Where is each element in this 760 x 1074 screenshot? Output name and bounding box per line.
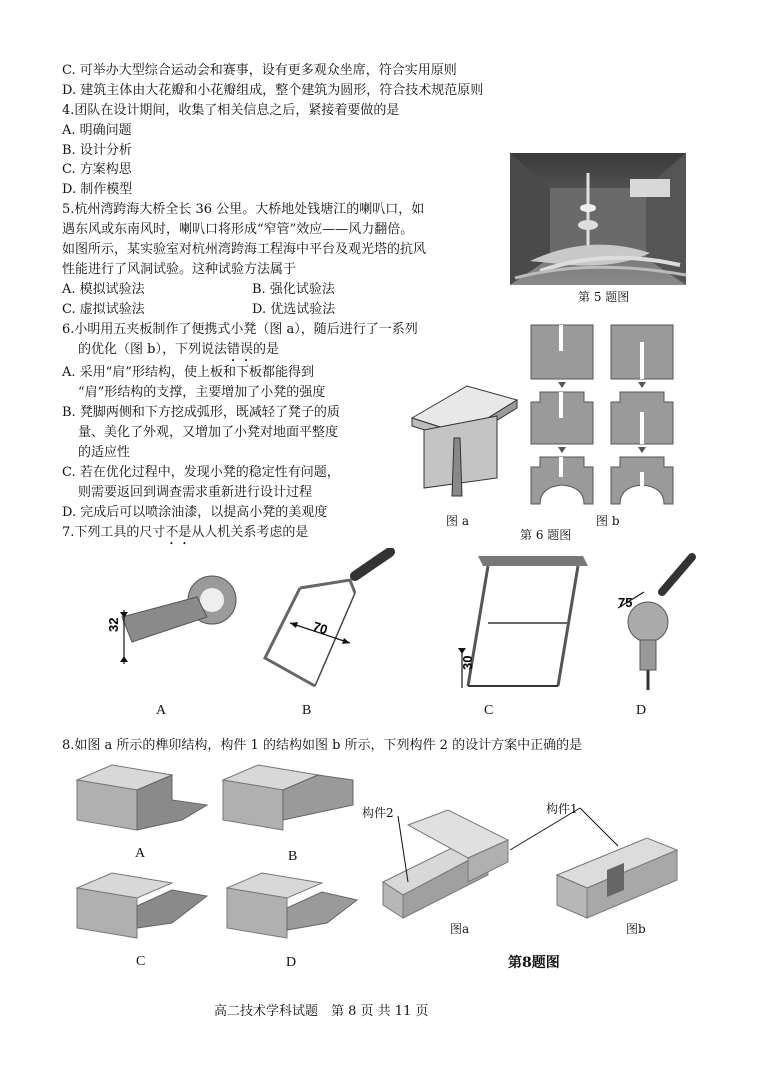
q6-option-b-line2: 量、美化了外观，又增加了小凳对地面平整度 bbox=[78, 425, 339, 440]
q6-option-b-line3: 的适应性 bbox=[78, 445, 131, 460]
question-5-line1: 5.杭州湾跨海大桥全长 36 公里。大桥地处钱塘江的喇叭口，如 bbox=[62, 202, 425, 217]
q7-text-a: 7.下列工具的尺寸 bbox=[62, 525, 166, 540]
q6-option-a-line2: “肩”形结构的支撑，主要增加了小凳的强度 bbox=[78, 385, 326, 400]
tool-c-dimension: 30 bbox=[460, 655, 475, 670]
joint-option-a bbox=[72, 760, 212, 840]
question-4: 4.团队在设计期间，收集了相关信息之后，紧接着要做的是 bbox=[62, 103, 400, 118]
q5-option-b: B. 强化试验法 bbox=[252, 282, 335, 297]
tool-a-dimension: 32 bbox=[106, 617, 121, 632]
question-5-line2: 遇东风或东南风时，喇叭口将形成“窄管”效应——风力翻倍。 bbox=[62, 222, 414, 237]
option-c-text: C. 可举办大型综合运动会和赛事，设有更多观众坐席，符合实用原则 bbox=[62, 63, 457, 78]
q4-option-c: C. 方案构思 bbox=[62, 162, 132, 177]
joint-label-c: C bbox=[136, 954, 146, 969]
tool-d-dimension: 75 bbox=[618, 595, 633, 610]
q5-option-d: D. 优选试验法 bbox=[252, 302, 336, 317]
question-5-line4: 性能进行了风洞试验。这种试验方法属于 bbox=[62, 262, 297, 277]
fig6b-caption: 图 b bbox=[596, 514, 620, 528]
question-6-line2 bbox=[78, 341, 279, 365]
q7-emphasis: 不是 bbox=[165, 525, 192, 540]
joint-label-d: D bbox=[286, 955, 297, 970]
q6-option-a-line1: A. 采用“肩”形结构，使上板和下板都能得到 bbox=[62, 365, 314, 380]
joint-option-b bbox=[218, 760, 358, 840]
tool-a-wrench bbox=[92, 572, 242, 672]
fig6a-caption: 图 a bbox=[446, 514, 469, 528]
fig6-caption: 第 6 题图 bbox=[520, 528, 572, 542]
q4-option-b: B. 设计分析 bbox=[62, 143, 132, 158]
tool-label-d: D bbox=[636, 703, 647, 718]
wind-tunnel-photo bbox=[510, 153, 686, 285]
q4-option-d: D. 制作模型 bbox=[62, 182, 133, 197]
question-6-line1: 6.小明用五夹板制作了便携式小凳（图 a），随后进行了一系列 bbox=[62, 322, 418, 337]
fig8b-caption: 图b bbox=[626, 922, 646, 936]
tool-label-b: B bbox=[302, 703, 312, 718]
fig5-caption: 第 5 题图 bbox=[578, 290, 630, 304]
q6-text-c: 的是 bbox=[252, 342, 279, 357]
tool-c-hacksaw bbox=[448, 548, 598, 696]
q6-option-c-line1: C. 若在优化过程中，发现小凳的稳定性有问题， bbox=[62, 465, 340, 480]
q5-option-c: C. 虚拟试验法 bbox=[62, 302, 145, 317]
question-8: 8.如图 a 所示的榫卯结构，构件 1 的结构如图 b 所示，下列构件 2 的设计方案中正确的是 bbox=[62, 738, 583, 753]
joint-option-d bbox=[222, 868, 362, 948]
q5-option-a: A. 模拟试验法 bbox=[62, 282, 145, 297]
q6-emphasis: 错误 bbox=[226, 342, 253, 357]
q7-text-c: 从人机关系考虑的是 bbox=[191, 525, 309, 540]
tool-label-c: C bbox=[484, 703, 494, 718]
stool-optimization-figure-b bbox=[526, 322, 678, 508]
tool-d-hand-drill bbox=[600, 552, 710, 692]
joint-label-b: B bbox=[288, 849, 298, 864]
part1-label: 构件1 bbox=[546, 802, 578, 816]
joint-label-a: A bbox=[135, 846, 146, 861]
fig8-caption: 第8题图 bbox=[508, 955, 560, 971]
q6-option-b-line1: B. 凳脚两侧和下方挖成弧形，既减轻了凳子的质 bbox=[62, 405, 340, 420]
page-footer: 高二技术学科试题 第 8 页 共 11 页 bbox=[214, 1004, 429, 1019]
leader-lines bbox=[390, 798, 660, 888]
q6-option-c-line2: 则需要返回到调查需求重新进行设计过程 bbox=[78, 485, 313, 500]
joint-option-c bbox=[72, 868, 212, 948]
tool-b-dimension: 70 bbox=[311, 618, 330, 638]
q6-text-a: 的优化（图 b），下列说法 bbox=[78, 342, 227, 357]
q4-option-a: A. 明确问题 bbox=[62, 123, 132, 138]
option-d-text: D. 建筑主体由大花瓣和小花瓣组成，整个建筑为圆形，符合技术规范原则 bbox=[62, 83, 484, 98]
part2-label: 构件2 bbox=[362, 806, 394, 820]
stool-figure-a bbox=[402, 378, 520, 508]
tool-b-coping-saw bbox=[260, 548, 410, 696]
q6-option-d: D. 完成后可以喷涂油漆，以提高小凳的美观度 bbox=[62, 505, 328, 520]
question-7 bbox=[62, 524, 308, 548]
fig8a-caption: 图a bbox=[450, 922, 470, 936]
tool-label-a: A bbox=[156, 703, 167, 718]
question-5-line3: 如图所示，某实验室对杭州湾跨海工程海中平台及观光塔的抗风 bbox=[62, 242, 427, 257]
